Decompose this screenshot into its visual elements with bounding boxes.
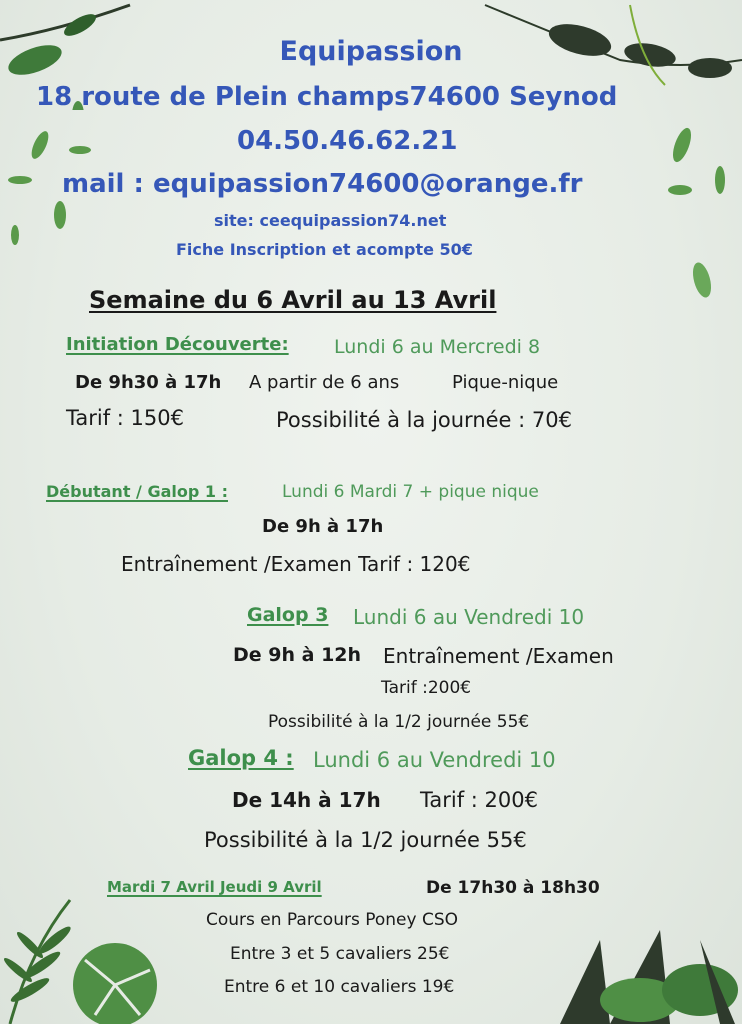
galop4-dates: Lundi 6 au Vendredi 10 xyxy=(313,748,556,772)
initiation-dates: Lundi 6 au Mercredi 8 xyxy=(334,336,541,358)
galop3-half-day: Possibilité à la 1/2 journée 55€ xyxy=(268,712,530,732)
cso-price-small-group: Entre 3 et 5 cavaliers 25€ xyxy=(230,944,450,964)
monstera-icon xyxy=(550,920,742,1024)
initiation-title: Initiation Découverte: xyxy=(66,334,289,355)
debutant-details: Entraînement /Examen Tarif : 120€ xyxy=(121,552,471,576)
galop3-dates: Lundi 6 au Vendredi 10 xyxy=(353,605,585,629)
fern-icon xyxy=(0,890,170,1024)
initiation-day-option: Possibilité à la journée : 70€ xyxy=(276,408,572,432)
initiation-age: A partir de 6 ans xyxy=(249,372,400,393)
phone: 04.50.46.62.21 xyxy=(237,126,458,156)
website: site: ceequipassion74.net xyxy=(214,211,447,230)
leaf-icon xyxy=(660,120,740,310)
initiation-hours: De 9h30 à 17h xyxy=(75,372,222,393)
galop3-title: Galop 3 xyxy=(247,604,329,626)
galop4-tarif: Tarif : 200€ xyxy=(420,788,538,812)
galop4-title: Galop 4 : xyxy=(188,746,294,770)
galop4-half-day: Possibilité à la 1/2 journée 55€ xyxy=(204,828,527,852)
galop4-hours: De 14h à 17h xyxy=(232,788,381,812)
initiation-picnic: Pique-nique xyxy=(452,372,559,393)
registration-note: Fiche Inscription et acompte 50€ xyxy=(176,240,473,259)
cso-dates: Mardi 7 Avril Jeudi 9 Avril xyxy=(107,878,322,896)
debutant-hours: De 9h à 17h xyxy=(262,516,384,537)
galop3-activity: Entraînement /Examen xyxy=(383,644,614,668)
org-name: Equipassion xyxy=(279,36,463,67)
debutant-dates: Lundi 6 Mardi 7 + pique nique xyxy=(282,482,539,502)
week-title: Semaine du 6 Avril au 13 Avril xyxy=(89,286,497,314)
address: 18 route de Plein champs74600 Seynod xyxy=(36,82,618,112)
cso-course: Cours en Parcours Poney CSO xyxy=(206,910,459,930)
cso-hours: De 17h30 à 18h30 xyxy=(426,878,600,898)
galop3-hours: De 9h à 12h xyxy=(233,644,362,666)
cso-price-large-group: Entre 6 et 10 cavaliers 19€ xyxy=(224,977,455,997)
initiation-tarif: Tarif : 150€ xyxy=(66,406,184,430)
debutant-title: Débutant / Galop 1 : xyxy=(46,482,228,501)
mail-address: mail : equipassion74600@orange.fr xyxy=(62,169,583,199)
galop3-tarif: Tarif :200€ xyxy=(381,678,472,698)
